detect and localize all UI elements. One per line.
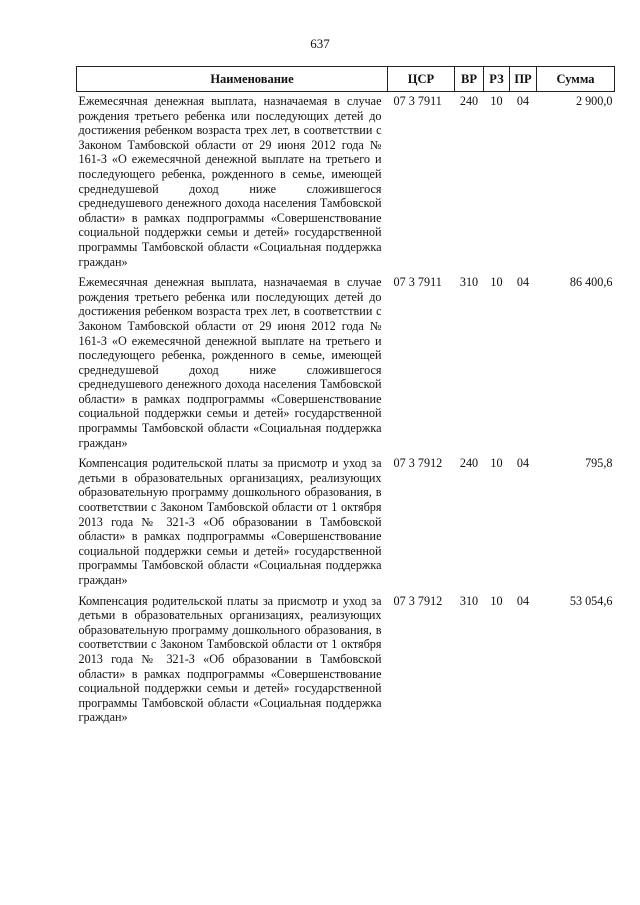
row-name: Ежемесячная денежная выплата, назначаемая в случае рождения третьего ребенка или последующих детей до достижения ребенком возраста трех лет, в соответствии с Законом Тамбовской области от 29 июня 2012 года № 161-З «О ежемесячной денежной выплате на третьего и последующего ребенка, рожденного в семье, имеющей среднедушевой доход ниже сложившегося среднедушевого денежного дохода населения Тамбовской области» в рамках подпрограммы «Совершенствование социальной поддержки семьи и детей» государственной программы Тамбовской области «Социальная поддержка граждан» <box>78 94 382 269</box>
page-number: 637 <box>310 36 330 51</box>
row-vr: 310 <box>459 593 479 608</box>
row-pr: 04 <box>516 456 530 471</box>
row-pr: 04 <box>516 94 530 108</box>
table-row <box>77 454 615 591</box>
row-csr: 07 3 7911 <box>393 94 442 108</box>
row-sum: 86 400,6 <box>569 275 613 290</box>
table-row <box>77 592 615 729</box>
row-csr: 07 3 7911 <box>393 275 442 290</box>
row-name: Компенсация родительской платы за присмотр и уход за детьми в образовательных организациях, реализующих образовательную программу дошкольного образования, в соответствии с Законом Тамбовской области от 1 октября 2013 года № 321-З «Об образовании в Тамбовской области» в рамках подпрограммы «Совершенствование социальной поддержки семьи и детей» государственной программы Тамбовской области «Социальная поддержка граждан» <box>78 593 382 725</box>
row-rz: 10 <box>490 94 503 108</box>
row-sum: 53 054,6 <box>569 593 613 608</box>
header-sum: Сумма <box>537 67 615 92</box>
row-name: Компенсация родительской платы за присмотр и уход за детьми в образовательных организациях, реализующих образовательную программу дошкольного образования, в соответствии с Законом Тамбовской области от 1 октября 2013 года № 321-З «Об образовании в Тамбовской области» в рамках подпрограммы «Совершенствование социальной поддержки семьи и детей» государственной программы Тамбовской области «Социальная поддержка граждан» <box>78 456 382 587</box>
header-name: Наименование <box>77 67 388 92</box>
table-row <box>77 273 615 454</box>
budget-table <box>76 66 615 729</box>
header-pr: ПР <box>510 67 537 92</box>
row-sum: 2 900,0 <box>575 94 613 108</box>
table-header-row <box>77 67 615 92</box>
row-csr: 07 3 7912 <box>393 593 443 608</box>
header-vr: ВР <box>455 67 484 92</box>
row-pr: 04 <box>516 275 530 290</box>
row-rz: 10 <box>490 456 503 471</box>
row-sum: 795,8 <box>585 456 613 471</box>
row-rz: 10 <box>490 275 503 290</box>
row-vr: 310 <box>459 275 479 290</box>
row-vr: 240 <box>459 456 479 471</box>
row-name: Ежемесячная денежная выплата, назначаемая в случае рождения третьего ребенка или последующих детей до достижения ребенком возраста трех лет, в соответствии с Законом Тамбовской области от 29 июня 2012 года № 161-З «О ежемесячной денежной выплате на третьего и последующего ребенка, рожденного в семье, имеющей среднедушевой доход ниже сложившегося среднедушевого денежного дохода населения Тамбовской области» в рамках подпрограммы «Совершенствование социальной поддержки семьи и детей» государственной программы Тамбовской области «Социальная поддержка граждан» <box>78 275 382 450</box>
table-row <box>77 92 615 274</box>
header-csr: ЦСР <box>388 67 455 92</box>
row-pr: 04 <box>516 593 530 608</box>
row-vr: 240 <box>459 94 479 108</box>
row-rz: 10 <box>490 593 503 608</box>
header-rz: РЗ <box>484 67 510 92</box>
row-csr: 07 3 7912 <box>393 456 443 471</box>
